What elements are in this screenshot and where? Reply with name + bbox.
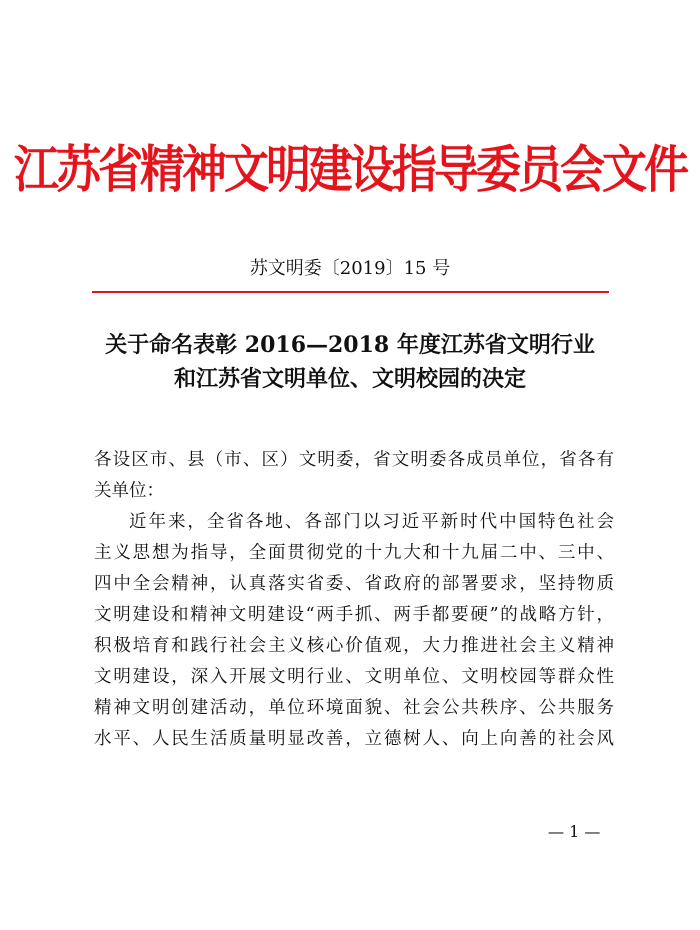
addressee-line-1: 各设区市、县（市、区）文明委，省文明委各成员单位，省各有 [94, 450, 614, 470]
document-header-title: 江苏省精神文明建设指导委员会文件 [13, 139, 686, 200]
document-number: 苏文明委〔2019〕15 号 [249, 258, 451, 279]
paragraph-line: 近年来，全省各地、各部门以习近平新时代中国特色社会 [129, 512, 614, 532]
red-divider-line [92, 291, 609, 293]
document-body [94, 445, 614, 755]
paragraph-line: 文明建设和精神文明建设“两手抓、两手都要硬”的战略方针， [94, 605, 614, 625]
document-subject [0, 328, 700, 396]
paragraph-line: 水平、人民生活质量明显改善，立德树人、向上向善的社会风 [94, 729, 614, 749]
paragraph-line: 精神文明创建活动，单位环境面貌、社会公共秩序、公共服务 [94, 698, 614, 718]
paragraph-line: 主义思想为指导，全面贯彻党的十九大和十九届二中、三中、 [94, 543, 614, 563]
paragraph-line: 文明建设，深入开展文明行业、文明单位、文明校园等群众性 [94, 667, 614, 687]
subject-line-1: 关于命名表彰 2016—2018 年度江苏省文明行业 [105, 332, 595, 358]
subject-line-2: 和江苏省文明单位、文明校园的决定 [173, 366, 526, 392]
paragraph-line: 积极培育和践行社会主义核心价值观，大力推进社会主义精神 [94, 636, 614, 656]
paragraph-line: 四中全会精神，认真落实省委、省政府的部署要求，坚持物质 [94, 574, 614, 594]
addressee-line-2: 关单位： [94, 481, 164, 501]
page-number: — 1 — [548, 822, 601, 841]
